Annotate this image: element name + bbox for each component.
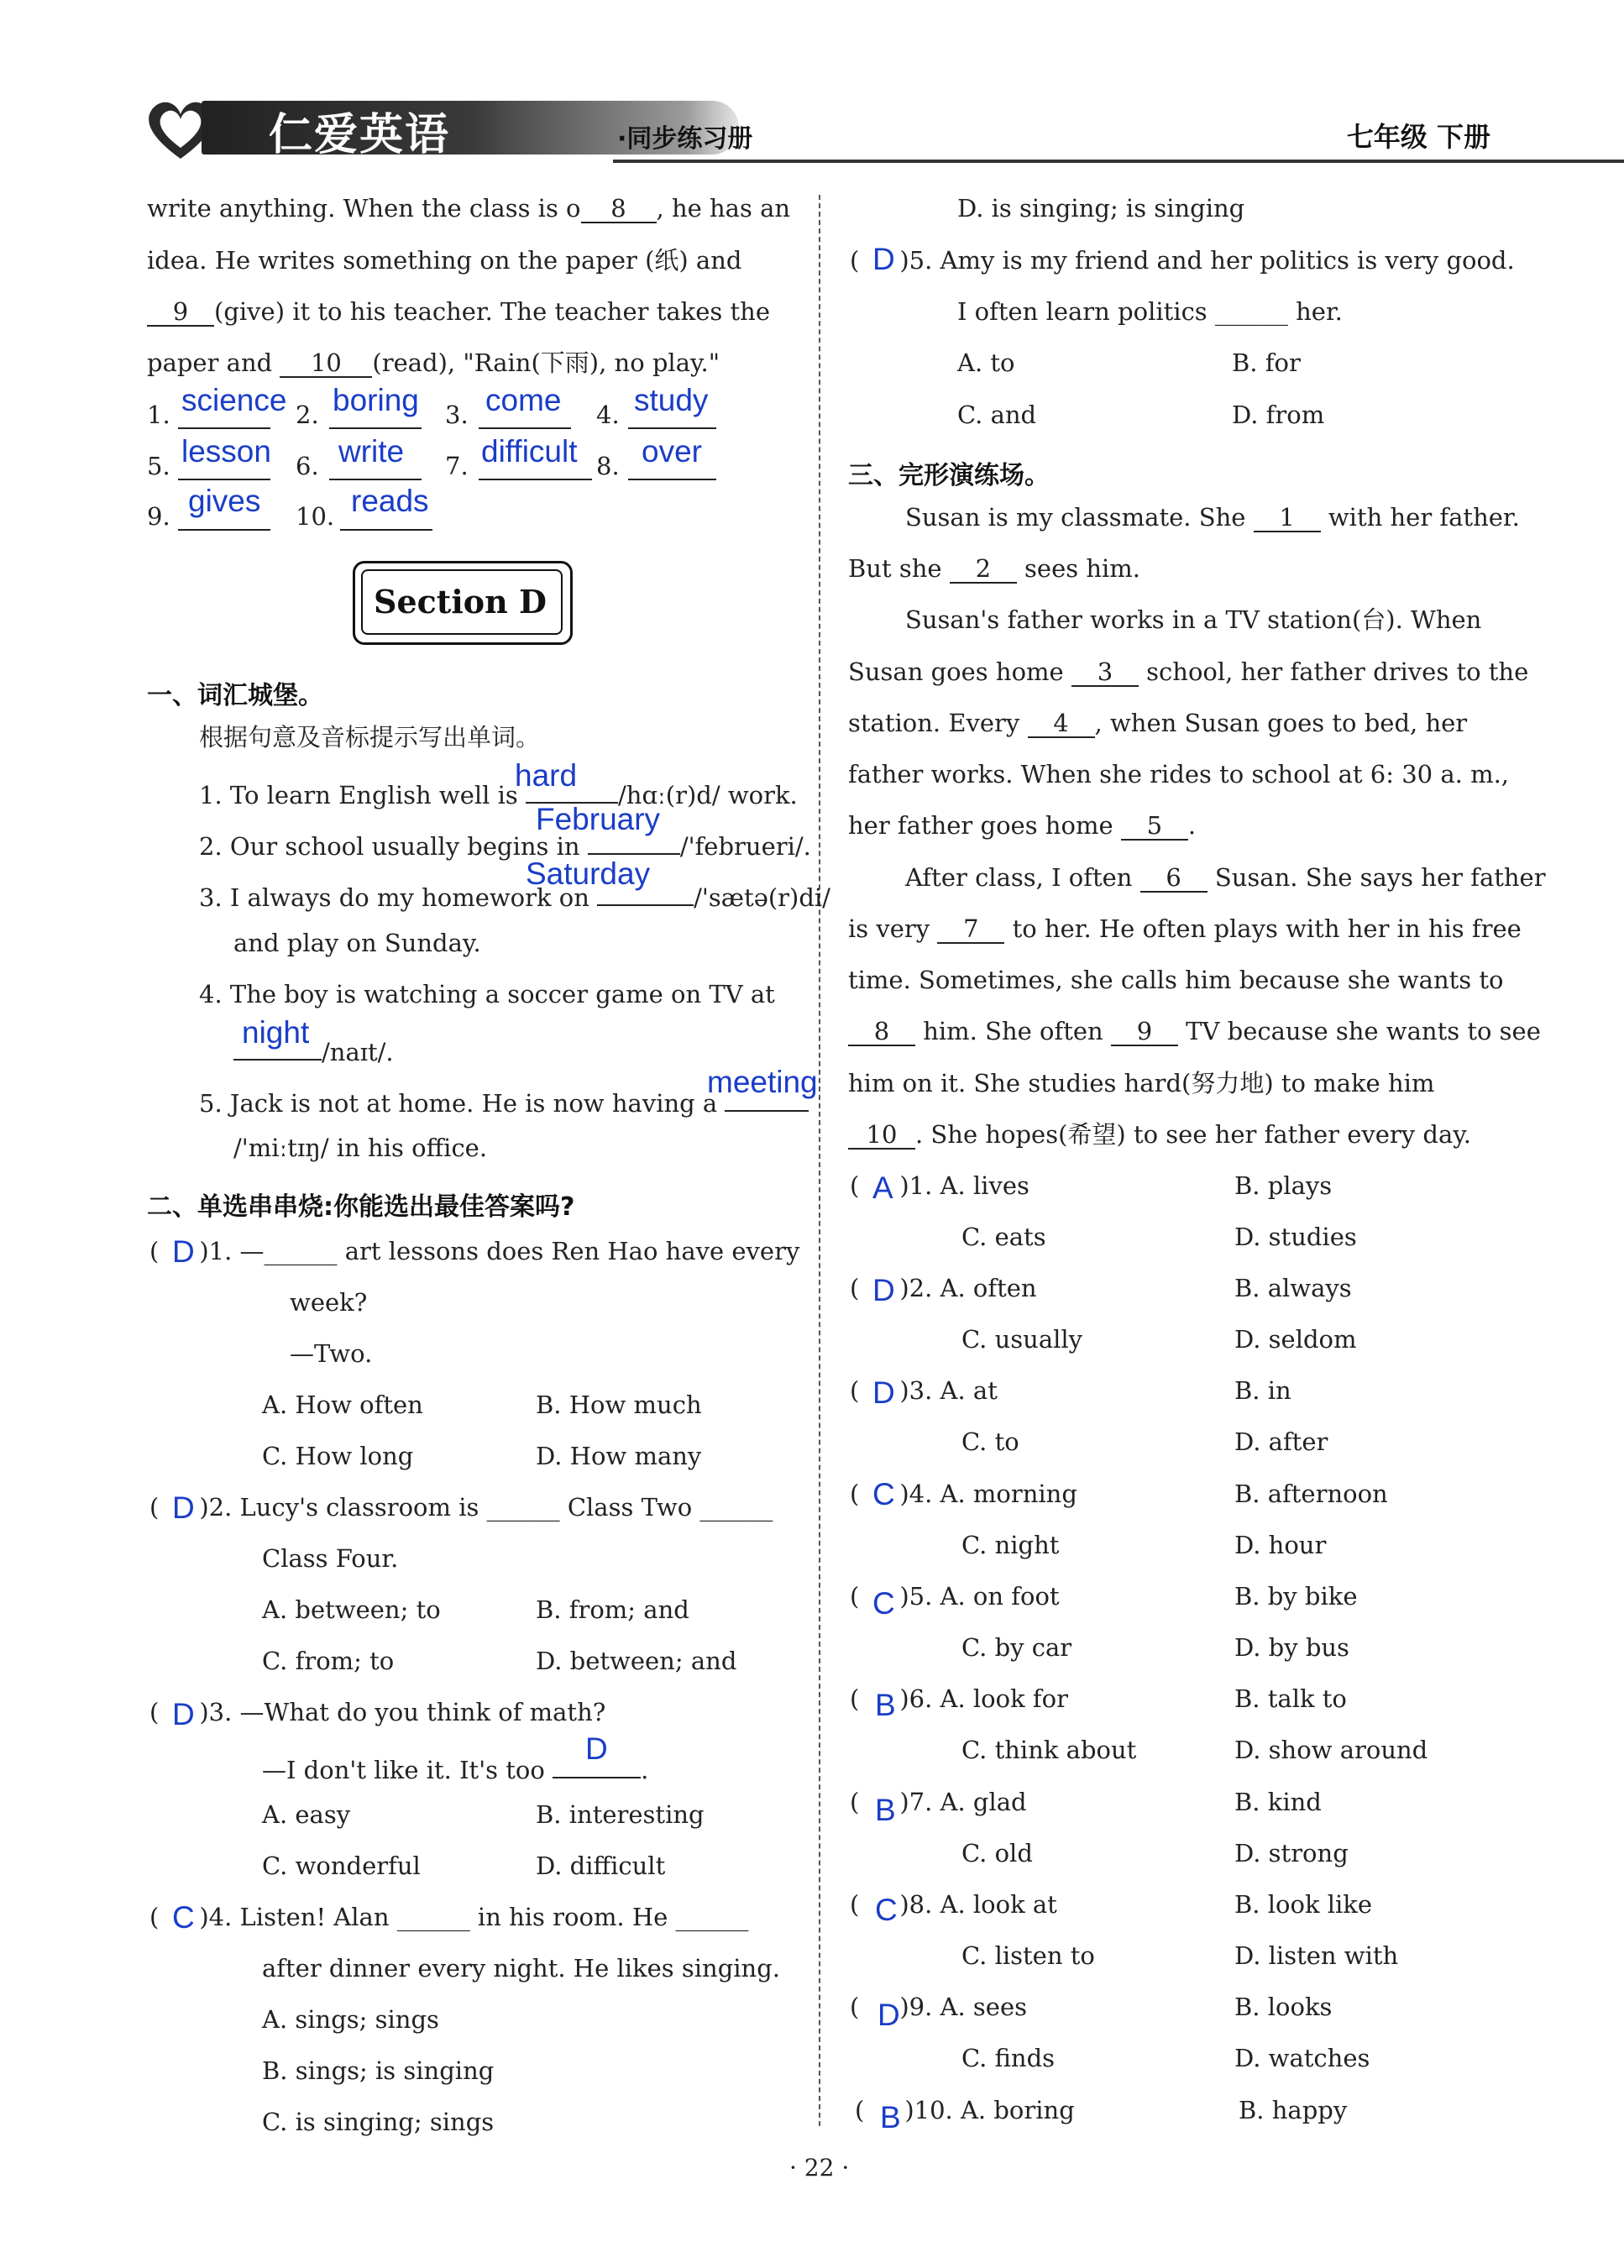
vocab-answer-5: meeting xyxy=(707,1065,818,1099)
option: B. in xyxy=(1234,1376,1291,1405)
cloze-q: ( )8. A. look at xyxy=(850,1890,1057,1919)
mc-q3-line: —I don't like it. It's too . xyxy=(262,1752,648,1783)
answer-label: 8. xyxy=(596,452,620,480)
cloze-q: ( )2. A. often xyxy=(850,1274,1037,1302)
option: C. eats xyxy=(961,1223,1046,1251)
column-divider xyxy=(819,195,820,2126)
cloze-answer: B xyxy=(875,1793,896,1827)
answer-label: 3. xyxy=(445,401,469,429)
cloze-q: ( )5. A. on foot xyxy=(850,1582,1060,1611)
passage-line-1: write anything. When the class is o 8 , he has an xyxy=(147,194,791,223)
option: B. look like xyxy=(1234,1890,1373,1919)
option: C. How long xyxy=(262,1442,414,1470)
option: D. is singing; is singing xyxy=(957,194,1245,223)
page-number: · 22 · xyxy=(789,2154,850,2182)
vocab-item-3: 3. I always do my homework on /'sætə(r)di/ xyxy=(199,879,830,910)
answer-line xyxy=(329,479,422,480)
answer-line xyxy=(178,529,270,531)
vocab-answer-3: Saturday xyxy=(526,856,651,891)
cloze-q: ( )4. A. morning xyxy=(850,1480,1077,1508)
mc-q2-line: Class Four. xyxy=(262,1544,399,1573)
answer-value: lesson xyxy=(181,434,271,469)
option: D. difficult xyxy=(536,1852,666,1880)
vocab-item-5: 5. Jack is not at home. He is now having a xyxy=(199,1085,809,1116)
mc-q1-line: —Two. xyxy=(290,1339,373,1368)
option: C. is singing; sings xyxy=(262,2108,495,2136)
answer-line xyxy=(479,427,571,429)
book-subtitle: ·同步练习册 xyxy=(617,124,753,154)
mc-answer-3: D xyxy=(172,1697,195,1731)
blank-8: 8 xyxy=(581,196,657,223)
option: B. kind xyxy=(1234,1788,1322,1816)
option: D. by bus xyxy=(1234,1633,1349,1662)
answer-line xyxy=(329,427,422,429)
answer-value: over xyxy=(642,434,702,469)
option: C. wonderful xyxy=(262,1852,421,1880)
option: B. from; and xyxy=(536,1595,689,1624)
answer-value: science xyxy=(181,383,287,417)
answer-line xyxy=(628,479,716,480)
cloze-answer: C xyxy=(872,1586,895,1621)
cloze-answer: A xyxy=(872,1171,893,1205)
mc-q4: ( )4. Listen! Alan ______ in his room. He ______ xyxy=(149,1903,749,1931)
option: B. by bike xyxy=(1234,1582,1358,1611)
cloze-q: ( )6. A. look for xyxy=(850,1684,1068,1713)
cloze-q: ( )9. A. sees xyxy=(850,1993,1027,2021)
option: A. to xyxy=(957,348,1015,377)
answer-label: 4. xyxy=(596,401,620,429)
option: C. night xyxy=(961,1531,1060,1559)
vocab-item-4: 4. The boy is watching a soccer game on TV at xyxy=(199,980,775,1008)
option: B. always xyxy=(1234,1274,1352,1302)
option: B. talk to xyxy=(1234,1684,1347,1713)
answer-value: reads xyxy=(351,484,429,518)
option: C. and xyxy=(957,401,1037,429)
vocab-item-3-line2: and play on Sunday. xyxy=(233,929,481,957)
option: D. watches xyxy=(1234,2044,1370,2072)
option: D. seldom xyxy=(1234,1325,1357,1354)
option: A. easy xyxy=(262,1800,351,1829)
option: A. sings; sings xyxy=(262,2005,439,2034)
answer-label: 6. xyxy=(296,452,319,480)
section-title: Section D xyxy=(374,583,547,621)
vocab-answer-1: hard xyxy=(515,758,578,793)
option: B. sings; is singing xyxy=(262,2056,495,2085)
cloze-q: ( )3. A. at xyxy=(850,1376,998,1405)
vocab-item-1: 1. To learn English well is /hɑː(r)d/ work. xyxy=(199,777,798,808)
vocab-heading: 一、词汇城堡。 xyxy=(147,681,323,710)
vocab-instruction: 根据句意及音标提示写出单词。 xyxy=(199,723,541,752)
section-d-banner xyxy=(353,561,571,643)
vocab-item-5-line2: /'miːtɪŋ/ in his office. xyxy=(233,1134,488,1162)
answer-label: 9. xyxy=(147,502,170,531)
option: D. hour xyxy=(1234,1531,1327,1559)
cloze-answer: B xyxy=(875,1688,896,1722)
option: C. listen to xyxy=(961,1941,1095,1970)
option: B. How much xyxy=(536,1391,702,1419)
mc-q2: ( )2. Lucy's classroom is ______ Class Two ______ xyxy=(149,1493,773,1522)
page-header xyxy=(143,91,1490,168)
cloze-q: ( )1. A. lives xyxy=(850,1171,1029,1200)
option: D. studies xyxy=(1234,1223,1357,1251)
cloze-q: ( )10. A. boring xyxy=(855,2096,1075,2124)
option: D. show around xyxy=(1234,1736,1428,1764)
option: D. strong xyxy=(1234,1839,1349,1867)
option: B. interesting xyxy=(536,1800,705,1829)
answer-label: 2. xyxy=(296,401,319,429)
mc-answer-1: D xyxy=(172,1234,195,1269)
answer-label: 1. xyxy=(147,401,170,429)
mc-q1: ( )1. —______ art lessons does Ren Hao have every xyxy=(149,1237,800,1265)
answer-line xyxy=(178,427,270,429)
option: B. for xyxy=(1232,348,1301,377)
mc-heading: 二、单选串串烧:你能选出最佳答案吗? xyxy=(147,1192,575,1222)
option: B. plays xyxy=(1234,1171,1333,1200)
option: C. old xyxy=(961,1839,1033,1867)
vocab-item-4-line2: /naɪt/. xyxy=(233,1034,394,1065)
mc-q5-line: I often learn politics ______ her. xyxy=(957,297,1343,326)
cloze-answer: D xyxy=(872,1375,895,1410)
answer-line xyxy=(479,479,592,480)
cloze-answer: C xyxy=(872,1477,895,1511)
option: C. think about xyxy=(961,1736,1137,1764)
cloze-heading: 三、完形演练场。 xyxy=(848,461,1050,490)
option: B. looks xyxy=(1234,1993,1333,2021)
passage-line-4: paper and 10 (read), "Rain(下雨), no play." xyxy=(147,348,720,377)
option: A. between; to xyxy=(262,1595,441,1624)
answer-label: 7. xyxy=(445,452,469,480)
cloze-answer: B xyxy=(880,2100,901,2134)
answer-line xyxy=(178,479,270,480)
mc-fill-3: D xyxy=(585,1731,608,1766)
vocab-answer-4: night xyxy=(242,1015,310,1050)
cloze-q: ( )7. A. glad xyxy=(850,1788,1027,1816)
answer-line xyxy=(340,529,432,531)
option: C. from; to xyxy=(262,1647,395,1675)
mc-q4-line: after dinner every night. He likes singing. xyxy=(262,1954,781,1983)
grade-label: 七年级 下册 xyxy=(1346,121,1490,153)
answer-value: difficult xyxy=(481,434,578,469)
mc-q1-line: week? xyxy=(290,1288,368,1317)
option: D. listen with xyxy=(1234,1941,1399,1970)
mc-answer-4: C xyxy=(172,1900,195,1935)
cloze-answer: C xyxy=(875,1893,898,1927)
brand-title: 仁爱英语 xyxy=(269,110,451,160)
option: A. How often xyxy=(262,1391,423,1419)
mc-q3: ( )3. —What do you think of math? xyxy=(149,1698,606,1726)
blank-10: 10 xyxy=(280,351,372,378)
vocab-item-2: 2. Our school usually begins in /'februeri/. xyxy=(199,828,811,859)
option: C. by car xyxy=(961,1633,1072,1662)
passage-line-3: 9 (give) it to his teacher. The teacher takes the xyxy=(147,300,770,327)
option: B. happy xyxy=(1239,2096,1348,2124)
blank-9: 9 xyxy=(147,300,214,327)
answer-label: 5. xyxy=(147,452,170,480)
option: B. afternoon xyxy=(1234,1480,1388,1508)
answer-value: boring xyxy=(333,383,419,417)
passage-line-2: idea. He writes something on the paper (纸) and xyxy=(147,246,742,275)
option: D. between; and xyxy=(536,1647,737,1675)
answer-value: study xyxy=(634,383,709,417)
vocab-answer-2: February xyxy=(536,802,661,836)
answer-label: 10. xyxy=(296,502,335,531)
cloze-answer: D xyxy=(877,1998,900,2032)
header-rule xyxy=(613,160,1624,163)
option: C. to xyxy=(961,1427,1019,1456)
option: D. from xyxy=(1232,401,1325,429)
option: D. How many xyxy=(536,1442,702,1470)
answer-line xyxy=(628,427,716,429)
answer-value: come xyxy=(485,383,562,417)
mc-answer-2: D xyxy=(172,1490,195,1525)
mc-q5: ( )5. Amy is my friend and her politics is very good. xyxy=(850,246,1515,275)
option: D. after xyxy=(1234,1427,1328,1456)
mc-answer-5: D xyxy=(872,242,895,276)
answer-value: gives xyxy=(188,484,261,518)
option: C. finds xyxy=(961,2044,1056,2072)
cloze-answer: D xyxy=(872,1273,895,1307)
option: C. usually xyxy=(961,1325,1083,1354)
answer-value: write xyxy=(338,434,405,469)
